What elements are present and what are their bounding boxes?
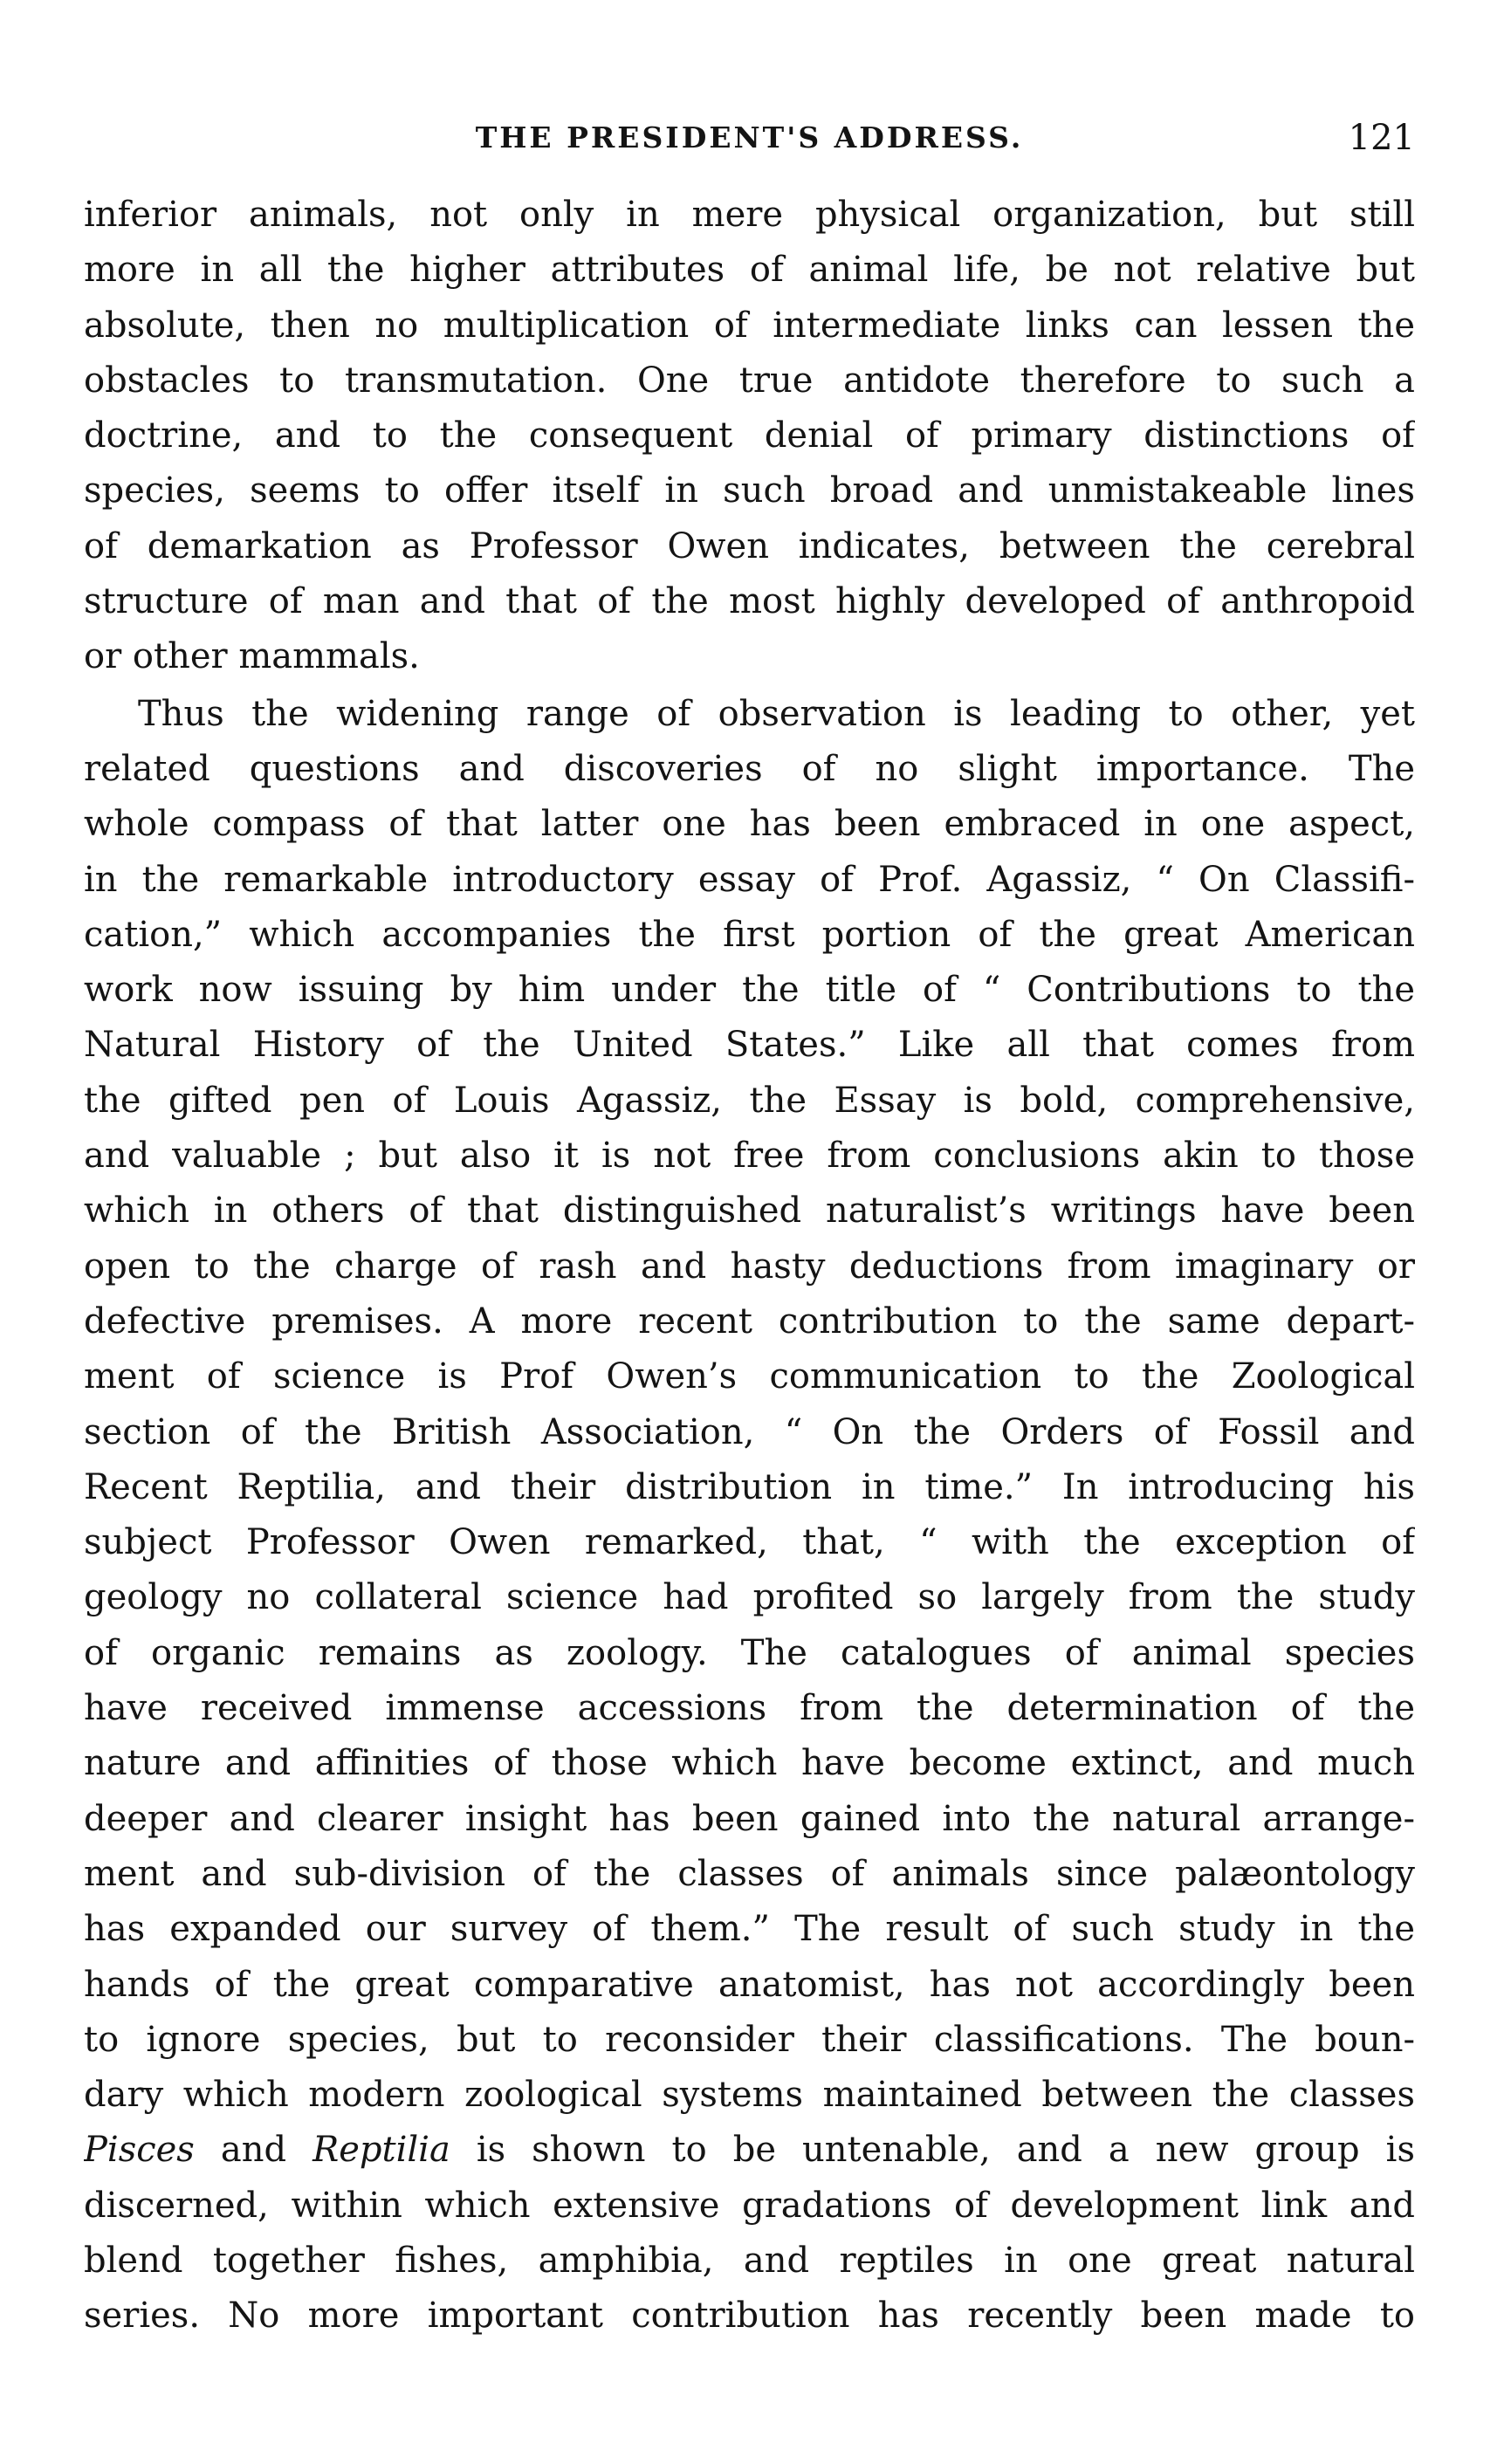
body-text [84,188,1415,2344]
text-line: doctrine, and to the consequent denial of primary distinctions of [84,415,1415,456]
text-line: nature and affinities of those which have become extinct, and much [84,1743,1415,1784]
text-line: deeper and clearer insight has been gained into the natural arrange- [84,1798,1415,1839]
text-line: in the remarkable introductory essay of Prof. Agassiz, “ On Classifi- [84,859,1415,900]
text-line: inferior animals, not only in mere physical organization, but still [84,195,1415,235]
text-line: of organic remains as zoology. The catalogues of animal species [84,1632,1415,1673]
text-fragment: and [194,2130,313,2171]
text-line: blend together fishes, amphibia, and reptiles in one great natural [84,2240,1415,2281]
text-line: dary which modern zoological systems maintained between the classes [84,2075,1415,2116]
text-line: obstacles to transmutation. One true antidote therefore to such a [84,360,1415,401]
text-line: which in others of that distinguished naturalist’s writings have been [84,1191,1415,1232]
paragraph-2 [84,687,1415,2344]
text-line: Thus the widening range of observation is leading to other, yet [138,693,1415,734]
text-line: Recent Reptilia, and their distribution in time.” In introducing his [84,1466,1415,1507]
italic-term-reptilia: Reptilia [312,2130,450,2171]
text-line: more in all the higher attributes of animal life, be not relative but [84,250,1415,291]
running-head: THE PRESIDENT'S ADDRESS. [475,120,1024,154]
text-line: section of the British Association, “ On the Orders of Fossil and [84,1411,1415,1452]
text-line: absolute, then no multiplication of intermediate links can lessen the [84,305,1415,346]
text-line: or other mammals. [84,636,420,677]
text-line: to ignore species, but to reconsider their classifications. The boun- [84,2019,1415,2060]
text-line: have received immense accessions from the determination of the [84,1688,1415,1729]
text-line: defective premises. A more recent contribution to the same depart- [84,1301,1415,1342]
text-line: structure of man and that of the most highly developed of anthropoid [84,581,1415,622]
text-line-italic-names [84,2123,1415,2178]
text-line: related questions and discoveries of no slight importance. The [84,748,1415,789]
paragraph-1 [84,188,1415,685]
text-line: ment and sub-division of the classes of animals since palæontology [84,1853,1415,1894]
text-line: cation,” which accompanies the first portion of the great American [84,914,1415,955]
text-line: series. No more important contribution has recently been made to [84,2296,1415,2337]
text-line: hands of the great comparative anatomist, has not accordingly been [84,1964,1415,2005]
text-line: geology no collateral science had profited so largely from the study [84,1577,1415,1618]
text-line: has expanded our survey of them.” The result of such study in the [84,1909,1415,1950]
text-line: species, seems to offer itself in such broad and unmistakeable lines [84,470,1415,511]
text-line: work now issuing by him under the title of “ Contributions to the [84,970,1415,1011]
text-line: the gifted pen of Louis Agassiz, the Essay is bold, comprehensive, [84,1080,1415,1121]
text-line: whole compass of that latter one has been embraced in one aspect, [84,804,1415,845]
page-number: 121 [1348,118,1415,158]
text-line: Natural History of the United States.” Like all that comes from [84,1025,1415,1066]
text-fragment: is shown to be untenable, and a new group is [450,2130,1415,2171]
italic-term-pisces: Pisces [84,2130,195,2171]
text-line: discerned, within which extensive gradations of development link and [84,2185,1415,2226]
text-line: subject Professor Owen remarked, that, “ with the exception of [84,1522,1415,1563]
text-line: ment of science is Prof Owen’s communication to the Zoological [84,1356,1415,1397]
text-line: open to the charge of rash and hasty deductions from imaginary or [84,1246,1415,1287]
page-header [84,112,1415,164]
text-line: and valuable ; but also it is not free from conclusions akin to those [84,1136,1415,1177]
text-line: of demarkation as Professor Owen indicates, between the cerebral [84,525,1415,566]
